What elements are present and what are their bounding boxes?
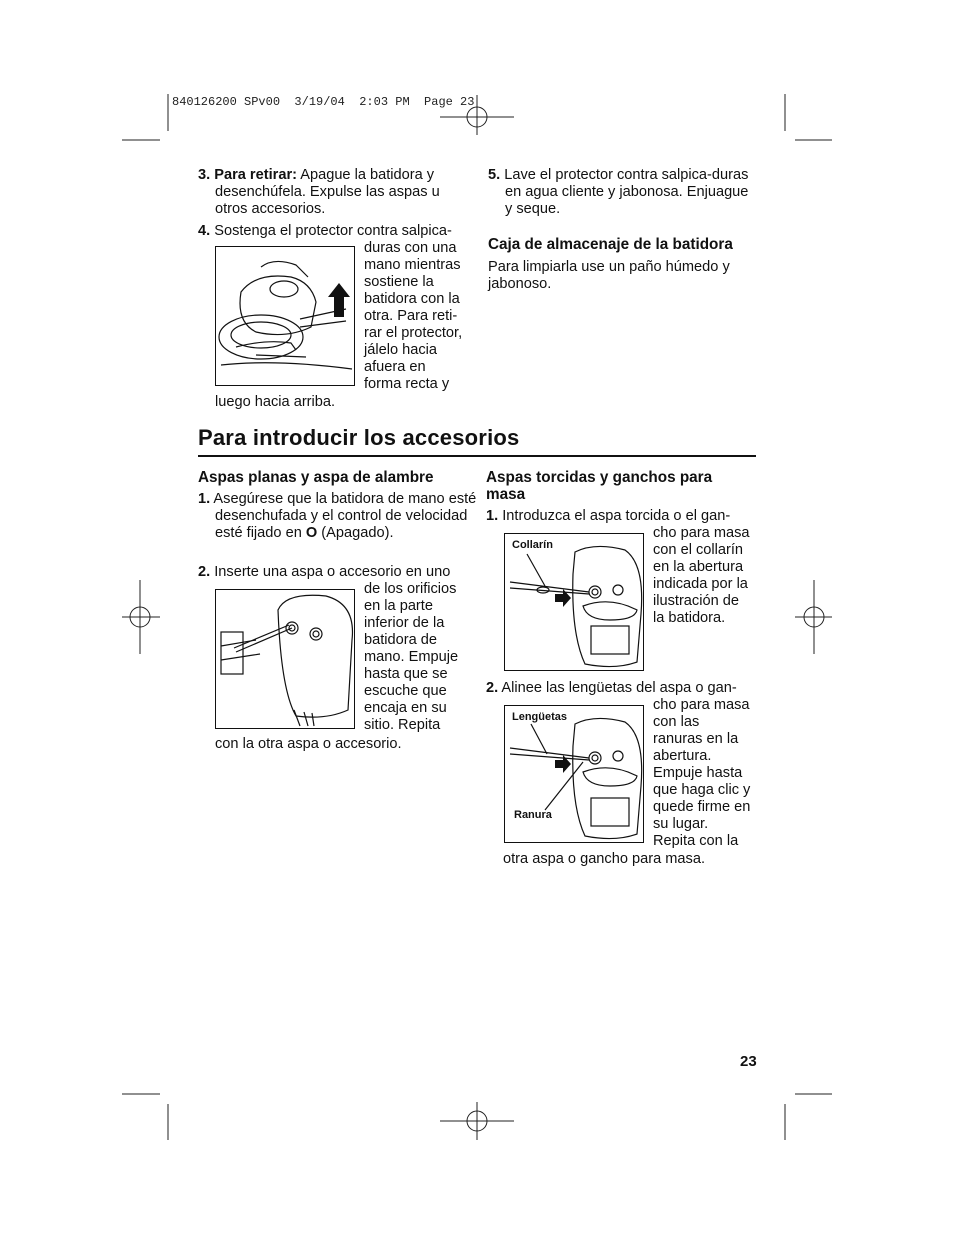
tabs-slot-illustration <box>504 705 644 843</box>
right-step-2-last: otra aspa o gancho para masa. <box>503 851 706 867</box>
wrap-line: sitio. Repita <box>364 717 441 733</box>
wrap-line: batidora de <box>364 632 438 648</box>
wrap-line: ilustración de <box>653 593 739 609</box>
wrap-line: sostiene la <box>364 274 434 290</box>
tabs-label: Lengüetas <box>512 711 568 723</box>
wrap-line: la batidora. <box>653 610 726 626</box>
step-4-last: luego hacia arriba. <box>215 394 336 410</box>
storage-heading: Caja de almacenaje de la batidora <box>488 236 733 253</box>
wrap-line: Repita con la <box>653 833 739 849</box>
wrap-line: escuche que <box>364 683 447 699</box>
wrap-line: quede firme en <box>653 799 751 815</box>
collar-insertion-drawing <box>505 534 643 670</box>
wrap-line: indicada por la <box>653 576 748 592</box>
wrap-line: Empuje hasta <box>653 765 743 781</box>
step-text: Inserte una aspa o accesorio en uno <box>214 564 451 580</box>
wrap-line: con las <box>653 714 700 730</box>
page-number: 23 <box>740 1053 757 1070</box>
step-number: 1. <box>198 491 211 507</box>
right-heading: Aspas torcidas y ganchos para masa <box>486 469 713 503</box>
collar-illustration <box>504 533 644 671</box>
wrap-line: que haga clic y <box>653 782 751 798</box>
step-number: 2. <box>486 680 499 696</box>
wrap-line: en la abertura <box>653 559 744 575</box>
step-number: 4. <box>198 223 211 239</box>
wrap-line: otra. Para reti- <box>364 308 458 324</box>
splash-guard-illustration <box>215 246 355 386</box>
wrap-line: hasta que se <box>364 666 448 682</box>
right-step-2-line1 <box>486 680 737 697</box>
wrap-line: forma recta y <box>364 376 450 392</box>
print-slug: 840126200 SPv00 3/19/04 2:03 PM Page 23 <box>172 95 475 109</box>
step-5 <box>488 167 757 218</box>
right-step-2-wrap <box>653 697 763 850</box>
wrap-line: su lugar. <box>653 816 709 832</box>
wrap-line: mano. Empuje <box>364 649 459 665</box>
step-number: 2. <box>198 564 211 580</box>
step-3 <box>198 167 475 218</box>
right-step-1-line1 <box>486 508 730 525</box>
step-text: Apague la batidora y desenchúfela. Expulse las aspas u otros accesorios. <box>215 167 440 217</box>
right-step-1-wrap <box>653 525 763 627</box>
left-heading: Aspas planas y aspa de alambre <box>198 469 434 486</box>
step-text: Introduzca el aspa torcida o el gan- <box>502 508 731 524</box>
section-title: Para introducir los accesorios <box>198 425 520 450</box>
off-symbol: O <box>305 525 318 541</box>
wrap-line: en la parte <box>364 598 433 614</box>
left-step-2-last: con la otra aspa o accesorio. <box>215 736 402 752</box>
step-text: Asegúrese que la batidora de mano esté desenchufada y el control de velocidad esté fijado en <box>213 491 477 541</box>
wrap-line: de los orificios <box>364 581 457 597</box>
section-rule <box>198 455 756 457</box>
beater-insertion-drawing <box>216 590 354 728</box>
left-step-1 <box>198 491 477 542</box>
left-step-2-line1 <box>198 564 450 581</box>
storage-text: Para limpiarla use un paño húmedo y jabonoso. <box>488 259 730 292</box>
step-text: Lave el protector contra salpica-duras en agua cliente y jabonosa. Enjuague y seque. <box>504 167 749 217</box>
left-step-2-wrap <box>364 581 474 734</box>
collar-label: Collarín <box>512 539 553 551</box>
slot-label: Ranura <box>514 809 552 821</box>
wrap-line: encaja en su <box>364 700 447 716</box>
wrap-line: inferior de la <box>364 615 445 631</box>
hands-removing-guard-drawing <box>216 247 354 385</box>
wrap-line: abertura. <box>653 748 712 764</box>
step-lead: Para retirar: <box>214 167 297 183</box>
tabs-alignment-drawing <box>505 706 643 842</box>
step-number: 1. <box>486 508 499 524</box>
step-text: (Apagado). <box>317 525 394 541</box>
step-number: 3. <box>198 167 211 183</box>
step-number: 5. <box>488 167 501 183</box>
step-4-wrap <box>364 240 474 393</box>
wrap-line: cho para masa <box>653 525 750 541</box>
wrap-line: afuera en <box>364 359 426 375</box>
wrap-line: duras con una <box>364 240 457 256</box>
wrap-line: cho para masa <box>653 697 750 713</box>
step-4-line1 <box>198 223 452 240</box>
wrap-line: con el collarín <box>653 542 744 558</box>
wrap-line: mano mientras <box>364 257 461 273</box>
wrap-line: ranuras en la <box>653 731 739 747</box>
step-text: Sostenga el protector contra salpica- <box>210 223 452 239</box>
wrap-line: jálelo hacia <box>364 342 438 358</box>
wrap-line: rar el protector, <box>364 325 463 341</box>
step-text: Alinee las lengüetas del aspa o gan- <box>501 680 737 696</box>
wrap-line: batidora con la <box>364 291 460 307</box>
beater-insert-illustration <box>215 589 355 729</box>
